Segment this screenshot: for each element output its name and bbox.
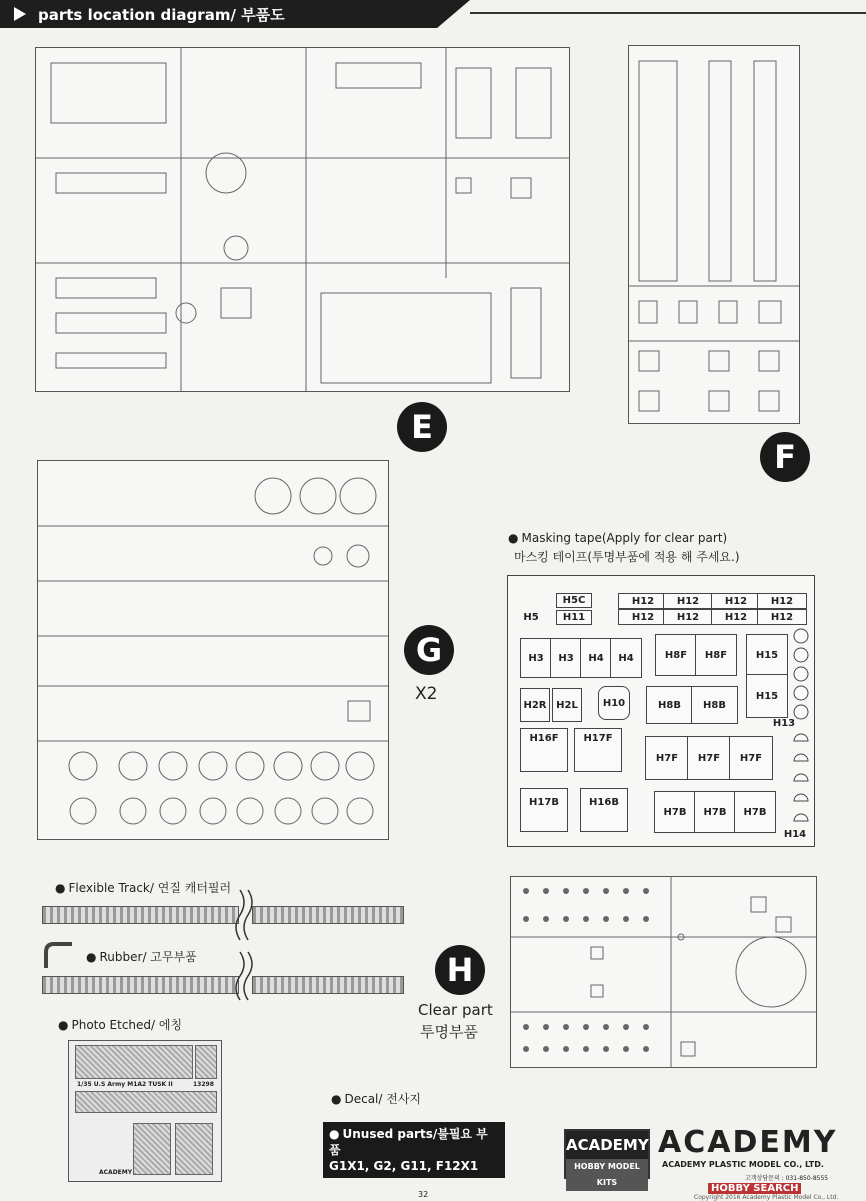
mask-h13: H13 [772,717,796,729]
mask-h7b: H7B [694,791,736,833]
flexible-track-label: ● Flexible Track/ 연질 캐터필러 [55,879,231,896]
contact-line: 고객상담문의 : 031-850-8555 [745,1175,829,1182]
page-number: 32 [418,1190,429,1199]
decal-label: ● Decal/ 전사지 [331,1090,421,1107]
rubber-part-icon [44,940,74,970]
sprue-f-letter: F [760,432,810,482]
mask-h8f: H8F [655,634,697,676]
mask-h17b: H17B [520,788,568,832]
mask-h12: H12 [757,593,807,609]
sprue-g-frame [37,460,389,840]
pe-sheet-title: 1/35 U.S Army M1A2 TUSK II [77,1081,173,1088]
unused-parts-list: G1X1, G2, G11, F12X1 [329,1159,479,1173]
mask-h3: H3 [520,638,552,678]
mask-h4: H4 [610,638,642,678]
pe-mesh-strip [75,1091,217,1113]
mask-h16f: H16F [520,728,568,772]
sprue-h-letter: H [435,945,485,995]
mask-h12: H12 [618,593,668,609]
mask-h7f: H7F [687,736,731,780]
mask-h8b: H8B [691,686,738,724]
masking-panel [507,575,815,847]
sprue-g-quantity: X2 [415,684,438,704]
flexible-track-upper-right [252,906,404,924]
sprue-f-frame [628,45,800,424]
mask-h3: H3 [550,638,582,678]
mask-h7f: H7F [645,736,689,780]
page-title: parts location diagram/ 부품도 [38,6,285,24]
sprue-h-caption-ko: 투명부품 [420,1023,478,1041]
sprue-g-letter: G [404,625,454,675]
sprue-e-parts [36,48,569,391]
pe-mesh-top [75,1045,193,1079]
mask-h12: H12 [711,609,761,625]
rubber-label: ● Rubber/ 고무부품 [86,948,197,965]
sprue-e-frame [35,47,570,392]
sprue-e-letter: E [397,402,447,452]
masking-title-en: ● Masking tape(Apply for clear part) [508,531,727,545]
header-rule [470,12,866,14]
mask-h5c: H5C [556,593,592,608]
header-arrow-icon [14,7,26,21]
mask-h8f: H8F [695,634,737,676]
flexible-track-upper-left [42,906,239,924]
mask-h11: H11 [556,610,592,625]
mask-h12: H12 [618,609,668,625]
flexible-track-lower-left [42,976,239,994]
unused-parts-title: ● Unused parts/불필요 부품 [329,1126,499,1158]
company-name: ACADEMY PLASTIC MODEL CO., LTD. [662,1160,824,1169]
masking-circles [791,626,811,856]
watermark-site: HOBBY SEARCH [708,1183,801,1194]
mask-h7b: H7B [734,791,776,833]
mask-h14: H14 [783,828,807,840]
watermark-copyright: Copyright 2016 Academy Plastic Model Co., Ltd. [694,1194,839,1201]
sprue-f-parts [629,46,799,423]
sprue-h-parts [511,877,816,1067]
mask-h2l: H2L [552,688,582,722]
mask-h7f: H7F [729,736,773,780]
mask-h12: H12 [663,609,713,625]
mask-h5: H5 [523,612,539,623]
academy-badge-subtitle: HOBBY MODEL KITS [566,1159,648,1191]
pe-sheet-brand: ACADEMY [99,1169,133,1176]
academy-badge [564,1129,650,1187]
mask-h16b: H16B [580,788,628,832]
academy-badge-title: ACADEMY [566,1131,648,1159]
sprue-h-caption-en: Clear part [418,1001,493,1019]
mask-h4: H4 [580,638,612,678]
track-break-marks [230,890,260,1000]
mask-h12: H12 [711,593,761,609]
flexible-track-lower-right [252,976,404,994]
unused-parts-box [323,1122,505,1178]
sprue-h-frame [510,876,817,1068]
mask-h8b: H8B [646,686,693,724]
pe-panel-1 [133,1123,171,1175]
photo-etched-label: ● Photo Etched/ 에칭 [58,1016,182,1033]
mask-h10: H10 [598,686,630,720]
sprue-g-parts [38,461,388,839]
mask-h17f: H17F [574,728,622,772]
pe-sheet-code: 13298 [193,1081,214,1088]
mask-h7b: H7B [654,791,696,833]
mask-h15: H15 [746,674,788,718]
academy-logo: ACADEMY [658,1125,838,1160]
mask-h2r: H2R [520,688,550,722]
pe-mesh-right [195,1045,217,1079]
masking-title-ko: 마스킹 테이프(투명부품에 적용 해 주세요.) [514,550,740,564]
mask-h15: H15 [746,634,788,676]
mask-h12: H12 [663,593,713,609]
pe-panel-2 [175,1123,213,1175]
mask-h12: H12 [757,609,807,625]
photo-etched-sheet [68,1040,222,1182]
